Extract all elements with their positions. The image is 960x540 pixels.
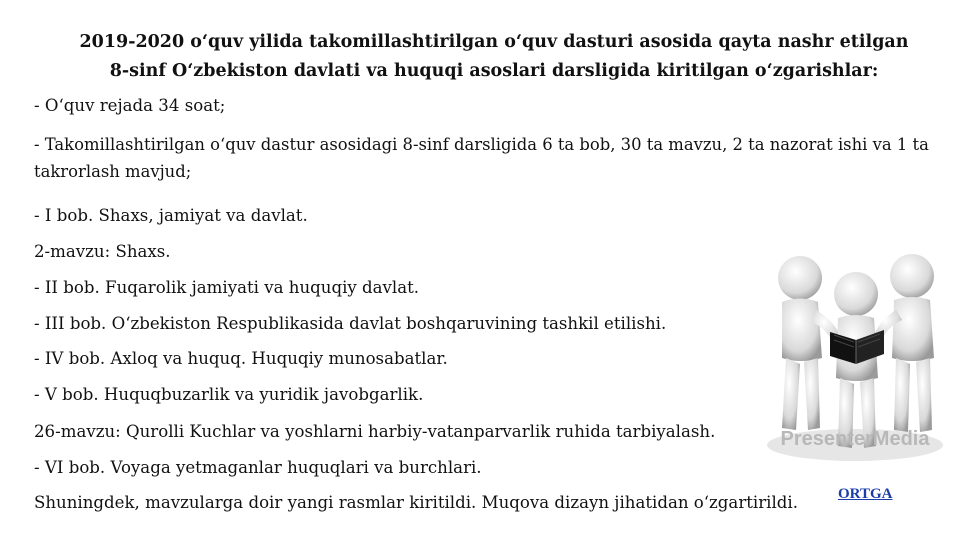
chapter-6-line: - VI bob. Voyaga yetmaganlar huquqlari va burchlari. <box>34 458 482 477</box>
back-link[interactable]: ORTGA <box>838 486 893 502</box>
closing-line: Shuningdek, mavzularga doir yangi rasmlar kiritildi. Muqova dizayn jihatidan o‘zgartirildi. <box>34 493 798 512</box>
watermark-text: PresenterMedia <box>780 428 930 450</box>
three-figures-reading-book-icon <box>760 240 950 470</box>
chapter-4-line: - IV bob. Axloq va huquq. Huquqiy munosabatlar. <box>34 349 448 368</box>
three-figures-reading-book-illustration <box>760 240 950 470</box>
page-title <box>0 28 960 86</box>
title-line-2: 8-sinf O‘zbekiston davlati va huquqi asoslari darsligida kiritilgan o‘zgarishlar: <box>109 61 879 81</box>
structure-line: - Takomillashtirilgan o‘quv dastur asosidagi 8-sinf darsligida 6 ta bob, 30 ta mavzu, 2 ta nazorat ishi va 1 ta takrorlash mavjud; <box>34 135 929 181</box>
topic-26-line: 26-mavzu: Qurolli Kuchlar va yoshlarni harbiy-vatanparvarlik ruhida tarbiyalash. <box>34 422 716 441</box>
topic-2-line: 2-mavzu: Shaxs. <box>34 242 171 261</box>
chapter-2-line: - II bob. Fuqarolik jamiyati va huquqiy davlat. <box>34 278 420 297</box>
chapter-3-line: - III bob. O‘zbekiston Respublikasida davlat boshqaruvining tashkil etilishi. <box>34 314 667 333</box>
chapter-5-line: - V bob. Huquqbuzarlik va yuridik javobgarlik. <box>34 385 424 404</box>
chapter-1-line: - I bob. Shaxs, jamiyat va davlat. <box>34 206 308 225</box>
title-line-1: 2019-2020 o‘quv yilida takomillashtirilgan o‘quv dasturi asosida qayta nashr etilgan <box>79 32 909 52</box>
hours-line: - O‘quv rejada 34 soat; <box>34 96 226 115</box>
